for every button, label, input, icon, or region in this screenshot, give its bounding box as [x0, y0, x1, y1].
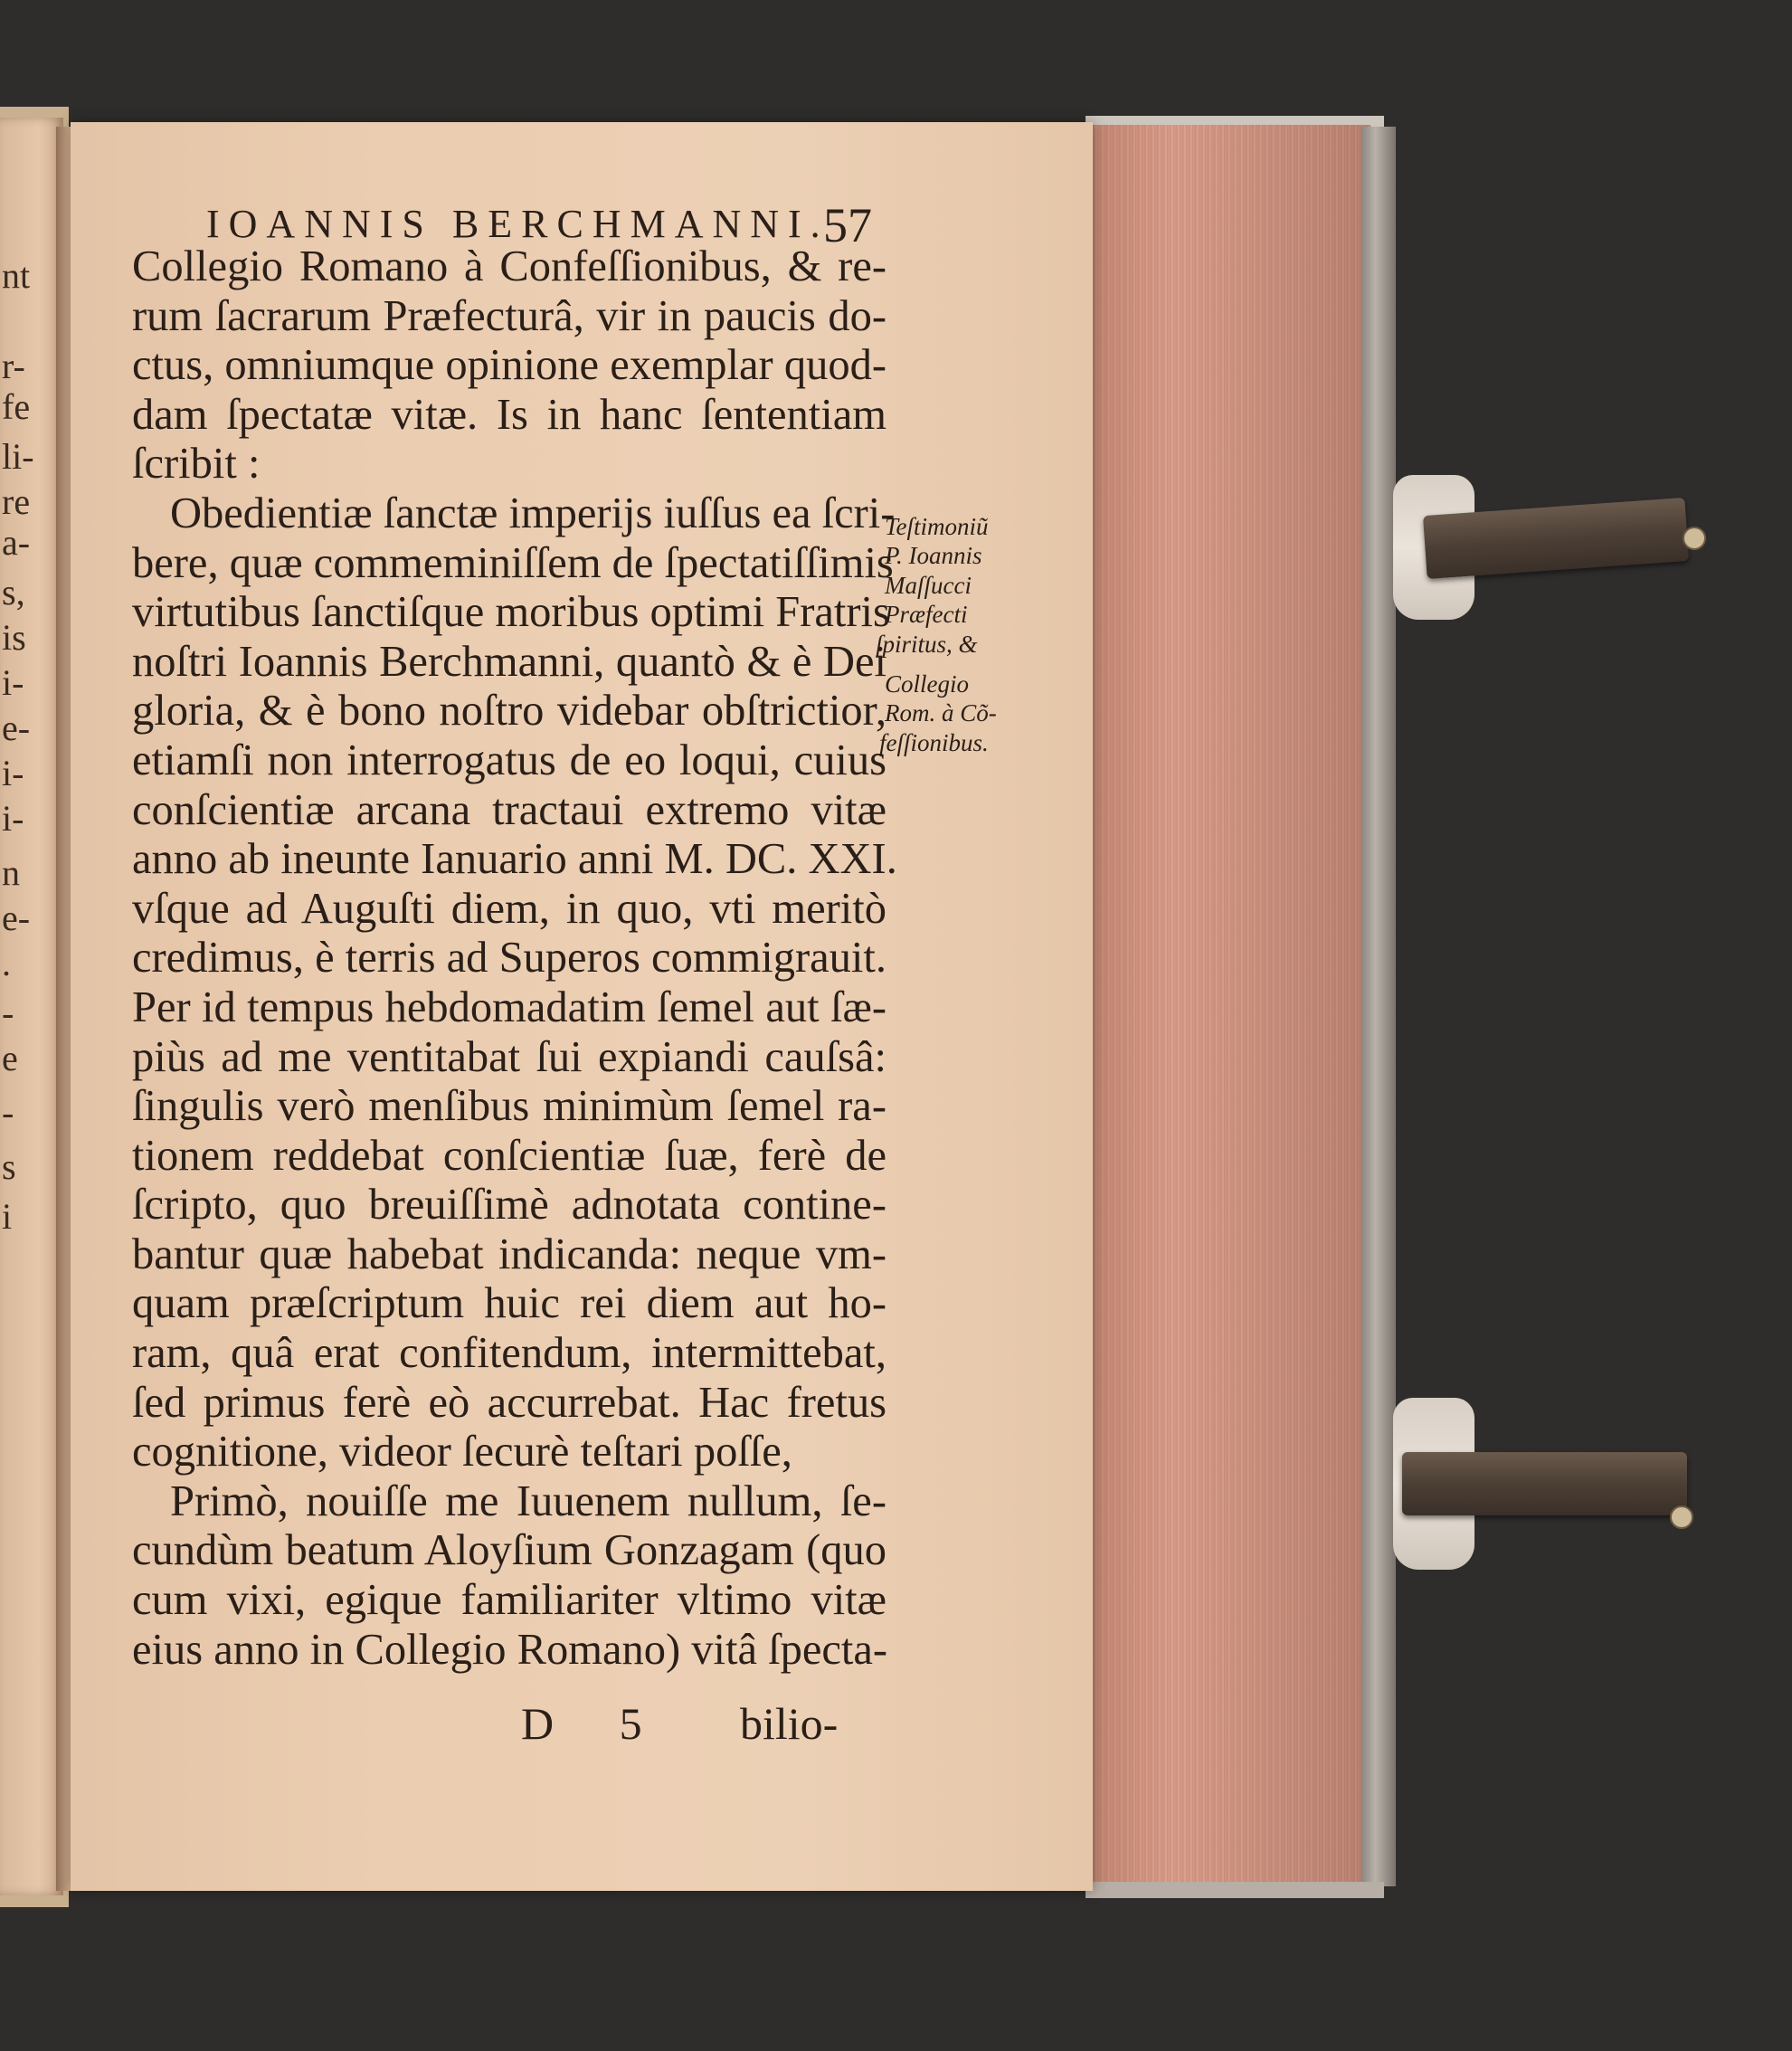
text-line: anno ab ineunte Ianuario anni M. DC. XXI.: [132, 835, 897, 884]
margin-note-line: P. Ioannis: [885, 542, 982, 570]
previous-page-text-fragment: e: [2, 1040, 18, 1077]
previous-page-text-fragment: li-: [2, 439, 34, 475]
body-text: [132, 242, 897, 1675]
previous-page-text-fragment: s,: [2, 574, 25, 611]
previous-page-text-fragment: -: [2, 1095, 14, 1131]
previous-page-text-fragment: e-: [2, 710, 31, 746]
margin-note-line: Collegio: [885, 670, 969, 698]
text-line: etiamſi non interrogatus de eo loqui, cuius: [132, 736, 887, 784]
margin-note: [876, 512, 1048, 757]
previous-page-text-fragment: e-: [2, 900, 31, 936]
text-line: cognitione, videor ſecurè teſtari poſſe,: [132, 1428, 792, 1477]
lower-clasp-strap: [1402, 1452, 1687, 1515]
text-line: ram, quâ erat confitendum, intermittebat,: [132, 1329, 887, 1378]
text-line: Obedientiæ ſanctæ imperijs iuſſus ea ſcri-: [170, 489, 896, 537]
text-line: rum ſacrarum Præfecturâ, vir in paucis do-: [132, 291, 887, 340]
text-line: cundùm beatum Aloyſium Gonzagam (quo: [132, 1526, 887, 1575]
text-line: ctus, omniumque opinione exemplar quod-: [132, 341, 887, 390]
text-line: Primò, nouiſſe me Iuuenem nullum, ſe-: [170, 1477, 887, 1525]
previous-page-text-fragment: i-: [2, 665, 24, 701]
previous-page-text-fragment: fe: [2, 389, 31, 425]
page-number: 57: [823, 198, 872, 252]
margin-note-line: Teſtimoniũ: [885, 513, 989, 540]
text-line: ſcripto, quo breuiſſimè adnotata contine-: [132, 1181, 887, 1230]
text-line: noſtri Ioannis Berchmanni, quantò & è Dei: [132, 637, 887, 686]
text-line: ſcribit :: [132, 440, 261, 489]
previous-page-text-fragment: .: [2, 945, 11, 982]
text-line: bere, quæ commeminiſſem de ſpectatiſſimis: [132, 538, 894, 587]
text-line: piùs ad me ventitabat ſui expiandi cauſsâ:: [132, 1032, 887, 1081]
margin-note-line: feſſionibus.: [879, 728, 989, 756]
previous-page-text-fragment: i: [2, 1199, 13, 1235]
previous-page-text-fragment: s: [2, 1149, 16, 1185]
margin-note-line: Maſſucci: [885, 571, 972, 599]
text-line: ſed primus ferè eò accurrebat. Hac fretus: [132, 1378, 887, 1427]
previous-page-text-fragment: i-: [2, 755, 24, 792]
text-line: vſque ad Auguſti diem, in quo, vti meritò: [132, 884, 887, 933]
catchword: bilio-: [740, 1698, 839, 1749]
text-line: credimus, è terris ad Superos commigrauit.: [132, 934, 887, 983]
margin-note-line: Rom. à Cõ-: [885, 699, 997, 727]
text-line: ſingulis verò menſibus minimùm ſemel ra-: [132, 1082, 887, 1131]
margin-note-line: ſpiritus, &: [876, 630, 978, 658]
previous-page-text-fragment: i-: [2, 801, 24, 837]
text-line: Per id tempus hebdomadatim ſemel aut ſæ-: [132, 983, 887, 1031]
text-line: eius anno in Collegio Romano) vitâ ſpecta-: [132, 1625, 888, 1674]
text-line: tionem reddebat conſcientiæ ſuæ, ferè de: [132, 1131, 887, 1180]
upper-clasp-pin: [1683, 527, 1706, 550]
signature-mark: D 5: [521, 1698, 669, 1749]
page-block-shading: [1086, 125, 1370, 1889]
text-line: bantur quæ habebat indicanda: neque vm-: [132, 1230, 887, 1278]
previous-page-text-fragment: nt: [2, 258, 31, 294]
text-line: virtutibus ſanctiſque moribus optimi Fratris: [132, 588, 890, 637]
running-head: IOANNIS BERCHMANNI.: [206, 202, 830, 246]
previous-page-text-fragment: n: [2, 855, 20, 891]
previous-page-text-fragment: a-: [2, 525, 31, 561]
previous-page-text-fragment: is: [2, 620, 26, 656]
previous-page-text-fragment: re: [2, 484, 31, 520]
text-line: cum vixi, egique familiariter vltimo vitæ: [132, 1576, 887, 1625]
text-line: dam ſpectatæ vitæ. Is in hanc ſententiam: [132, 390, 887, 439]
text-line: conſcientiæ arcana tractaui extremo vitæ: [132, 785, 887, 834]
text-line: Collegio Romano à Confeſſionibus, & re-: [132, 242, 887, 290]
text-line: gloria, & è bono noſtro videbar obſtrictior,: [132, 687, 887, 736]
lower-clasp-pin: [1670, 1505, 1693, 1529]
text-line: quam præſcriptum huic rei diem aut ho-: [132, 1279, 887, 1328]
cover-bottom-edge: [1086, 1882, 1384, 1898]
margin-note-line: Præfecti: [885, 601, 968, 629]
back-cover-edge: [1361, 127, 1396, 1886]
previous-page-text-fragment: -: [2, 995, 14, 1031]
previous-page-text-fragment: r-: [2, 348, 25, 385]
